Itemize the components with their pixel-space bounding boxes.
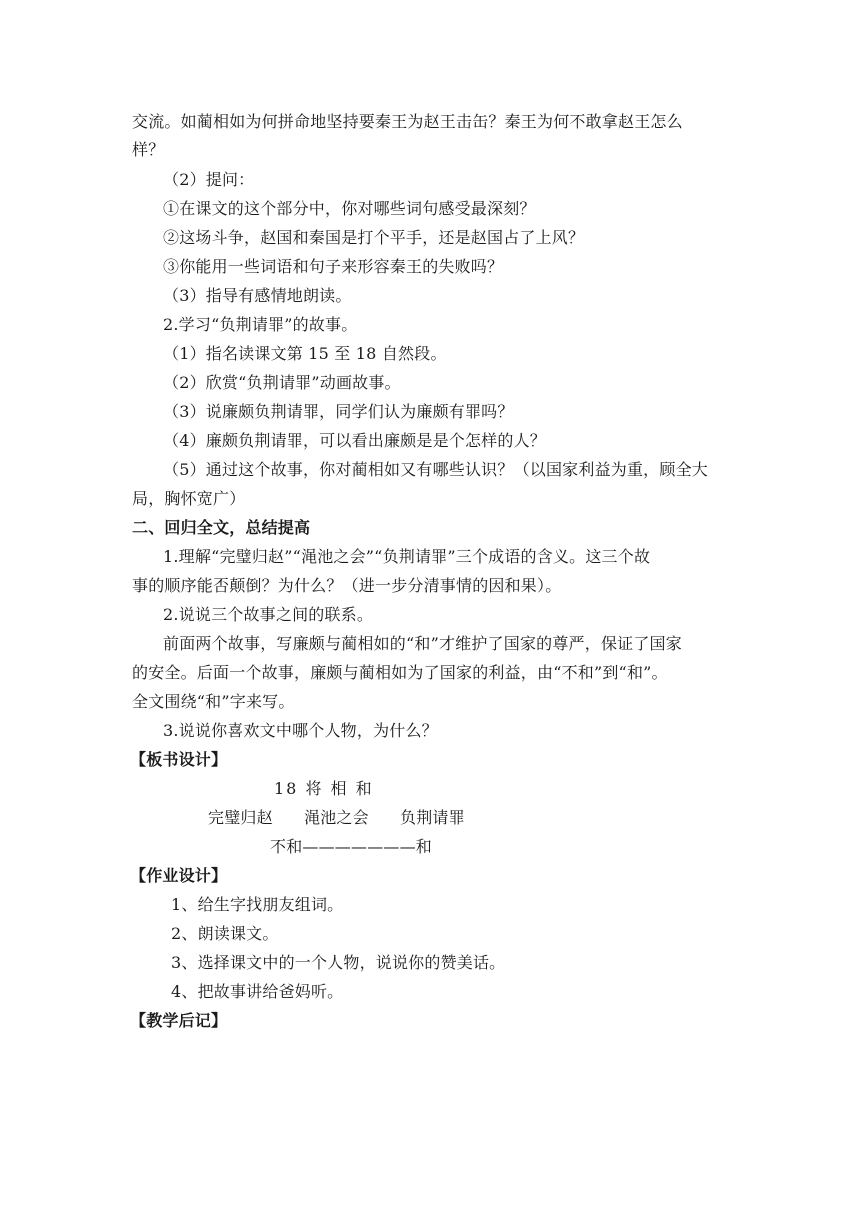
section-2-paragraph-line-3: 全文围绕“和”字来写。 bbox=[132, 692, 295, 711]
board-story-2: 渑池之会 bbox=[304, 808, 369, 827]
question-item: ③你能用一些词语和句子来形容秦王的失败吗？ bbox=[163, 257, 504, 276]
study-step: （1）指名读课文第 15 至 18 自然段。 bbox=[163, 344, 447, 363]
questions-header: （2）提问： bbox=[163, 170, 255, 189]
section-2-item-3: 3.说说你喜欢文中哪个人物，为什么？ bbox=[163, 721, 438, 740]
study-story-heading: 2.学习“负荆请罪”的故事。 bbox=[163, 315, 358, 334]
homework-item: 1、给生字找朋友组词。 bbox=[171, 895, 344, 914]
board-title: 18 将 相 和 bbox=[274, 779, 374, 798]
section-2-item-1-line-2: 事的顺序能否颠倒？为什么？（进一步分清事情的因和果）。 bbox=[132, 576, 562, 595]
study-step-5-line-1: （5）通过这个故事，你对蔺相如又有哪些认识？（以国家利益为重，顾全大 bbox=[163, 460, 708, 479]
board-relation: 不和———————和 bbox=[270, 837, 433, 856]
guide-reading: （3）指导有感情地朗读。 bbox=[163, 286, 352, 305]
postscript-heading: 【教学后记】 bbox=[130, 1011, 228, 1030]
homework-item: 3、选择课文中的一个人物，说说你的赞美话。 bbox=[171, 953, 506, 972]
continuation-line-2: 样？ bbox=[132, 140, 165, 159]
board-design-heading: 【板书设计】 bbox=[130, 750, 228, 769]
study-step: （2）欣赏“负荆请罪”动画故事。 bbox=[163, 373, 401, 392]
study-step: （4）廉颇负荆请罪，可以看出廉颇是是个怎样的人？ bbox=[163, 431, 546, 450]
section-2-paragraph-line-1: 前面两个故事，写廉颇与蔺相如的“和”才维护了国家的尊严，保证了国家 bbox=[163, 634, 682, 653]
homework-item: 4、把故事讲给爸妈听。 bbox=[171, 982, 344, 1001]
section-2-item-2: 2.说说三个故事之间的联系。 bbox=[163, 605, 374, 624]
board-story-3: 负荆请罪 bbox=[400, 808, 465, 827]
question-item: ①在课文的这个部分中，你对哪些词句感受最深刻？ bbox=[163, 199, 536, 218]
section-2-heading: 二、回归全文，总结提高 bbox=[132, 518, 311, 537]
homework-heading: 【作业设计】 bbox=[130, 866, 228, 885]
section-2-item-1-line-1: 1.理解“完璧归赵”“渑池之会”“负荆请罪”三个成语的含义。这三个故 bbox=[163, 547, 651, 566]
continuation-line-1: 交流。如蔺相如为何拼命地坚持要秦王为赵王击缶？秦王为何不敢拿赵王怎么 bbox=[132, 112, 683, 131]
board-story-1: 完璧归赵 bbox=[208, 808, 273, 827]
homework-item: 2、朗读课文。 bbox=[171, 924, 279, 943]
section-2-paragraph-line-2: 的安全。后面一个故事，廉颇与蔺相如为了国家的利益，由“不和”到“和”。 bbox=[132, 663, 668, 682]
study-step-5-line-2: 局，胸怀宽广） bbox=[132, 489, 246, 508]
study-step: （3）说廉颇负荆请罪，同学们认为廉颇有罪吗？ bbox=[163, 402, 514, 421]
question-item: ②这场斗争，赵国和秦国是打个平手，还是赵国占了上风？ bbox=[163, 228, 585, 247]
